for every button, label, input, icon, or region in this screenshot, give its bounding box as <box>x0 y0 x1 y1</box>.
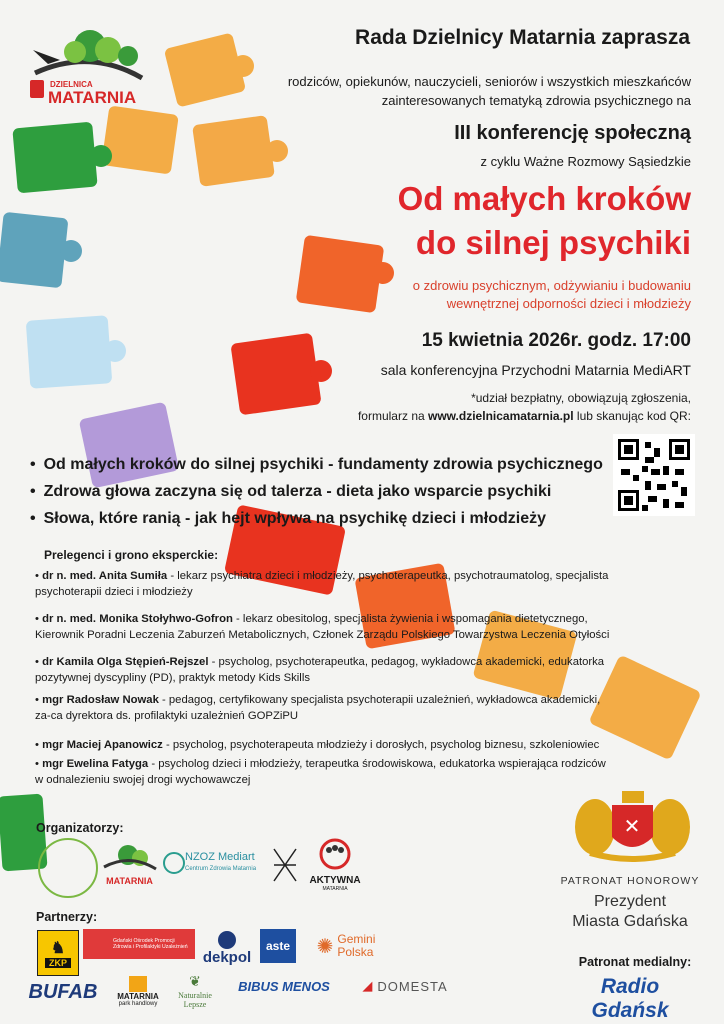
gemini-icon: ✺ <box>316 935 334 958</box>
dekpol-icon <box>218 931 236 949</box>
registration-link[interactable]: www.dzielnicamatarnia.pl <box>428 409 574 423</box>
topic-item-3: • Słowa, które ranią - jak hejt wpływa na psychikę dzieci i młodzieży <box>30 510 546 528</box>
event-date: 15 kwietnia 2026r. godz. 17:00 <box>421 330 691 351</box>
radio-gdansk-logo: Radio Gdańsk <box>591 975 669 1022</box>
mediart-icon <box>163 852 185 874</box>
bufab-logo: BUFAB <box>28 980 98 1003</box>
qr-code[interactable] <box>613 434 695 516</box>
media-patronage-label: Patronat medialny: <box>578 955 692 969</box>
tree-icon <box>30 28 145 86</box>
speaker-item: • mgr Ewelina Fatyga - psycholog dzieci i młodzieży, terapeutka środowiskowa, edukatorka wspierająca rodziców w odnalezieniu swojej drogi wychowawczej <box>35 758 606 786</box>
osrodek-logo: Gdański Ośrodek Promocji Zdrowia i Profilaktyki Uzależnień <box>83 929 195 959</box>
aktywna-matarnia-logo: AKTYWNA MATARNIA <box>305 838 365 893</box>
dekpol-logo: dekpol <box>202 926 252 970</box>
topic-item-1: • Od małych kroków do silnej psychiki - fundamenty zdrowia psychicznego <box>30 456 603 474</box>
subtitle-line-2: wewnętrznej odporności dzieci i młodzieży <box>446 296 691 311</box>
mediart-logo: NZOZ Mediart Centrum Zdrowia Matarnia <box>163 850 263 880</box>
main-title-line-1: Od małych kroków <box>397 180 691 217</box>
matarnia-organizer-logo: MATARNIA <box>102 843 157 888</box>
gdansk-coat-of-arms <box>570 785 695 865</box>
patron-name-line-1: Prezydent <box>593 893 667 910</box>
logo-small-text: DZIELNICA <box>50 80 93 89</box>
speaker-item: • mgr Radosław Nowak - pedagog, certyfikowany specjalista psychoterapii uzależnień, wykładowca akademicki, za-ca dyrektora ds. profilaktyki uzależnień GOPZiPU <box>35 694 601 722</box>
main-title-line-2: do silnej psychiki <box>415 224 691 261</box>
matarnia-park-icon <box>129 976 147 992</box>
conference-series: z cyklu Ważne Rozmowy Sąsiedzkie <box>480 154 691 169</box>
speakers-heading: Prelegenci i grono eksperckie: <box>44 548 219 562</box>
foundation-logo <box>38 838 98 898</box>
topic-item-2: • Zdrowa głowa zaczyna się od talerza - dieta jako wsparcie psychiki <box>30 483 551 501</box>
patronage-label: PATRONAT HONOROWY <box>560 875 700 887</box>
qr-code-icon <box>615 436 693 514</box>
intro-line-1: rodziców, opiekunów, nauczycieli, seniorów i wszystkich mieszkańców <box>287 74 691 89</box>
matarnia-logo <box>30 28 145 106</box>
intro-line-2: zainteresowanych tematyką zdrowia psychicznego na <box>381 93 691 108</box>
bibus-menos-logo: BIBUS MENOS <box>238 978 330 994</box>
registration-note: *udział bezpłatny, obowiązują zgłoszenia, <box>471 391 691 405</box>
aste-logo: aste <box>260 929 296 963</box>
speaker-item: • mgr Maciej Apanowicz - psycholog, psychoterapeuta młodzieży i dorosłych, psycholog biznesu, szkoleniowiec <box>35 739 600 751</box>
event-venue: sala konferencyjna Przychodni Matarnia MediART <box>380 362 691 378</box>
svg-text:✕: ✕ <box>623 814 641 838</box>
griffin-icon: ♞ <box>50 940 66 957</box>
speaker-item: • dr n. med. Monika Stołyhwo-Gofron - lekarz obesitolog, specjalista żywienia i wspomagania dietetycznego, Kierownik Poradni Leczenia Zaburzeń Metabolicznych, Członek Zarządu Polskiego Towarzystwa Leczenia Otyłości <box>35 613 610 641</box>
speaker-item: • dr n. med. Anita Sumiła - lekarz psychiatra dzieci i młodzieży, psychoterapeutka, psychotraumatolog, specjalista psychoterapii dzieci i młodzieży <box>35 570 609 598</box>
speaker-item: • dr Kamila Olga Stępień-Rejszel - psycholog, psychoterapeutka, pedagog, wykładowca akademicki, edukatorka pozytywnej dyscypliny (PD), praktyk metody Kids Skills <box>35 656 605 684</box>
gdansk-crest-icon <box>30 80 44 98</box>
zkp-logo: ♞ ZKP <box>37 930 79 976</box>
star-logo <box>270 845 300 885</box>
conference-title: III konferencję społeczną <box>454 122 691 144</box>
patron-name-line-2: Miasta Gdańska <box>572 913 688 930</box>
naturalnie-lepsze-logo: ❦ Naturalnie Lepsze <box>178 974 212 1009</box>
leaf-icon: ❦ <box>189 974 201 990</box>
page-title: Rada Dzielnicy Matarnia zaprasza <box>355 26 690 49</box>
domesta-icon: ◢ <box>362 978 374 993</box>
matarnia-park-logo: MATARNIA park handlowy <box>108 968 168 1014</box>
partners-label: Partnerzy: <box>36 910 98 924</box>
registration-form-note: formularz na www.dzielnicamatarnia.pl lub skanując kod QR: <box>357 409 691 423</box>
organizers-label: Organizatorzy: <box>36 821 124 835</box>
domesta-logo: ◢ DOMESTA <box>362 978 448 994</box>
gemini-logo: ✺ Gemini Polska <box>316 932 376 959</box>
logo-big-text: MATARNIA <box>48 88 137 107</box>
subtitle-line-1: o zdrowiu psychicznym, odżywianiu i budowaniu <box>412 278 691 293</box>
